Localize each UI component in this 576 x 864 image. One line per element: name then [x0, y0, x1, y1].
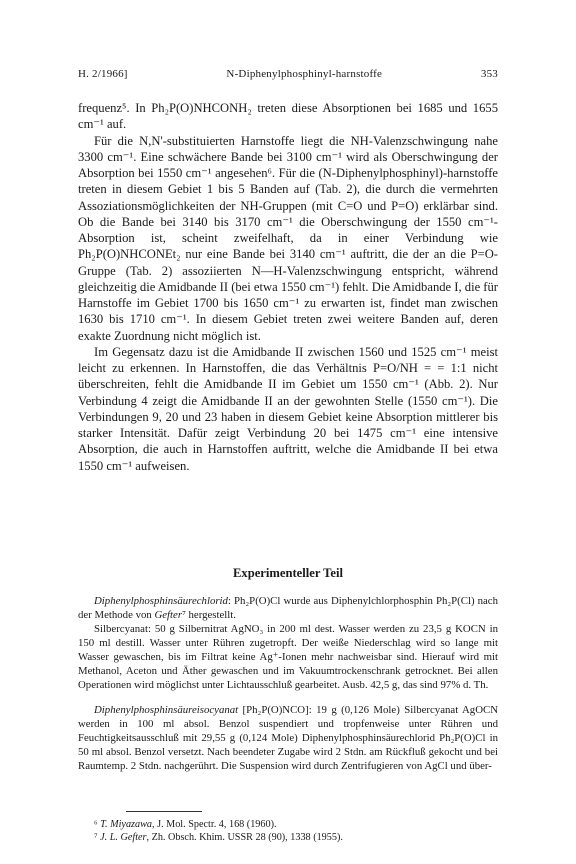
exp-paragraph-silver-cyanate: Silbercyanat: 50 g Silbernitrat AgNO₃ in 200 ml dest. Wasser werden zu 23,5 g KOCN in 150 ml destill. Wasser unter Rühren zugetropft. Der weiße Niederschlag wird so lange mit Wasser gewaschen, bis im Filtrat keine Ag⁺-Ionen mehr nachweisbar sind. Hierauf wird mit Methanol, Aceton und Äther gewaschen und im Vakuumtrockenschrank getrocknet. Bei allen Operationen wird möglichst unter Lichtausschluß gearbeitet. Ausb. 42,5 g, das sind 97% d. Th. [78, 623, 498, 691]
author-name: Gefter [154, 609, 183, 621]
footnote-7: ⁷ J. L. Gefter, Zh. Obsch. Khim. USSR 28 (90), 1338 (1955). [94, 832, 343, 843]
exp-paragraph-chloride: Diphenylphosphinsäurechlorid: Ph₂P(O)Cl wurde aus Diphenylchlorphosphin Ph₂P(Cl) nach der Methode von Gefter⁷ hergestellt. [78, 595, 498, 621]
paragraph-continuation: frequenz⁵. In Ph₂P(O)NHCONH₂ treten diese Absorptionen bei 1685 und 1655 cm⁻¹ auf. [78, 101, 498, 132]
experimental-section [78, 594, 498, 773]
footnotes [94, 818, 498, 844]
paragraph-nh-valence: Für die N,N'-substituierten Harnstoffe liegt die NH-Valenzschwingung nahe 3300 cm⁻¹. Eine schwächere Bande bei 3100 cm⁻¹ wird als Oberschwingung der Absorption bei 1550 cm⁻¹ angesehen⁶. Für die (N-Diphenylphosphinyl)-harnstoffe treten in diesem Gebiet 1 bis 5 Banden auf (Tab. 2), die durch die vermehrten Assoziationsmöglichkeiten der NH-Gruppen (mit C=O und P=O) erklärbar sind. Ob die Bande bei 3140 bis 3170 cm⁻¹ die Oberschwingung der 1550 cm⁻¹-Absorption ist, scheint zweifelhaft, da in einer Verbindung wie Ph₂P(O)NHCONEt₂ nur eine Bande bei 3140 cm⁻¹ auftritt, die der an die P=O-Gruppe (Tab. 2) assoziierten N—H-Valenzschwingung entspricht, während gleichzeitig die Amidbande II (bei etwa 1550 cm⁻¹) fehlt. Die Amidbande I, die für Harnstoffe im Gebiet 1700 bis 1650 cm⁻¹ zu erwarten ist, findet man zwischen 1630 bis 1710 cm⁻¹. In diesem Gebiet treten zwei weitere Banden auf, deren exakte Zuordnung nicht möglich ist. [78, 133, 498, 343]
header-issue: H. 2/1966] [78, 68, 128, 80]
exp-paragraph-isocyanate: Diphenylphosphinsäureisocyanat [Ph₂P(O)NCO]: 19 g (0,126 Mole) Silbercyanat AgOCN werden in 100 ml absol. Benzol suspendiert und tropfenweise unter Rühren und Feuchtigkeitsausschluß mit 29,55 g (0,124 Mole) Diphenylphosphinsäurechlorid Ph₂P(O)Cl in 50 ml absol. Benzol versetzt. Nach beendeter Zugabe wird 2 Stdn. am Rückfluß gekocht und bei Raumtemp. 2 Stdn. nachgerührt. Die Suspension wird durch Zentrifugieren von AgCl und über- [78, 704, 498, 772]
header-title: N-Diphenylphosphinyl-harnstoffe [226, 68, 383, 80]
section-heading: Experimenteller Teil [233, 566, 343, 580]
discussion-text [78, 100, 498, 474]
footnote-6: ⁶ T. Miyazawa, J. Mol. Spectr. 4, 168 (1960). [94, 819, 277, 830]
page-number: 353 [480, 68, 498, 80]
footnote-rule [126, 811, 202, 812]
compound-name: Diphenylphosphinsäureisocyanat [94, 704, 239, 716]
running-header [78, 68, 498, 80]
paragraph-amide-band-ii: Im Gegensatz dazu ist die Amidbande II zwischen 1560 und 1525 cm⁻¹ meist leicht zu erkennen. In Harnstoffen, die das Verhältnis P=O/NH = = 1:1 nicht überschreiten, fehlt die Amidbande II im Gebiet um 1550 cm⁻¹ (Abb. 2). Nur Verbindung 4 zeigt die Amidbande II an der gewohnten Stelle (1550 cm⁻¹). Die Verbindungen 9, 20 und 23 haben in diesem Gebiet keine Absorption mittlerer bis starker Intensität. Dafür zeigt Verbindung 20 bei 1475 cm⁻¹ eine intensive Absorption, die auch in Harnstoffen auftritt, welche die Amidbande II bei etwa 1550 cm⁻¹ aufweisen. [78, 344, 498, 473]
compound-name: Diphenylphosphinsäurechlorid [94, 595, 228, 607]
